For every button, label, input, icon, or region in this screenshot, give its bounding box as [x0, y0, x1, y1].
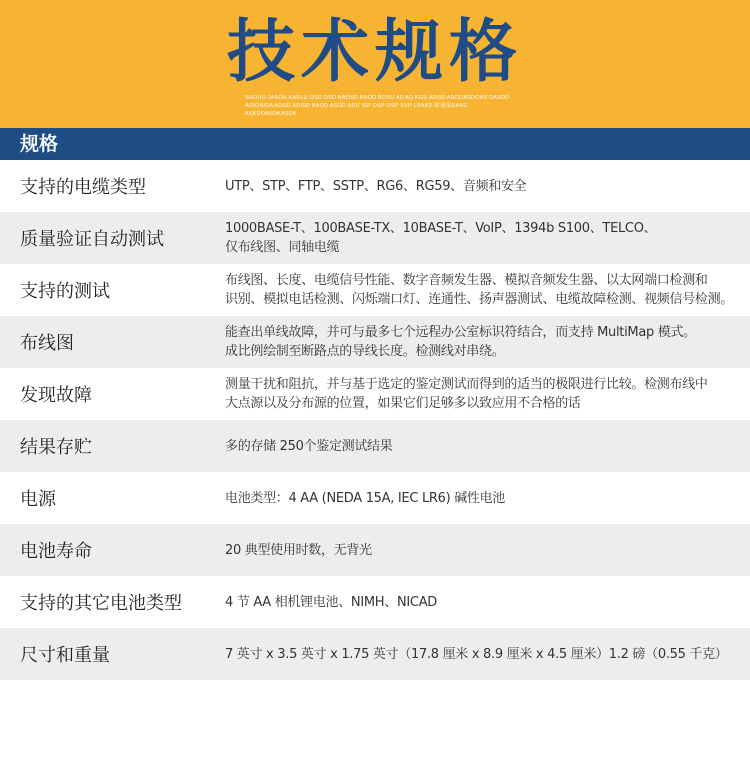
spec-value: 4 节 AA 相机锂电池、NIMH、NICAD — [225, 594, 438, 610]
spec-row-autotest — [0, 212, 750, 264]
spec-label: 支持的电缆类型 — [20, 177, 146, 198]
spec-value: 1000BASE-T、100BASE-TX、10BASE-T、VoIP、1394b S100、TELCO、 仅布线图、同轴电缆 — [225, 221, 657, 255]
spec-value: 能查出单线故障，并可与最多七个远程办公室标识符结合，而支持 MultiMap 模式。 成比例绘制至断路点的导线长度。检测线对串绕。 — [225, 325, 696, 359]
spec-table — [0, 160, 750, 680]
spec-row-cable-types — [0, 160, 750, 212]
spec-value: 7 英寸 x 3.5 英寸 x 1.75 英寸（17.8 厘米 x 8.9 厘米 x 4.5 厘米）1.2 磅（0.55 千克） — [225, 646, 728, 662]
spec-row-battery-life — [0, 524, 750, 576]
spec-value: 20 典型使用时数，无背光 — [225, 542, 372, 558]
page-title: 技术规格 — [226, 13, 523, 92]
spec-label: 电源 — [20, 489, 56, 510]
spec-label: 支持的其它电池类型 — [20, 593, 182, 614]
spec-row-wiremap — [0, 316, 750, 368]
spec-value: 多的存储 250个鉴定测试结果 — [225, 438, 393, 454]
spec-label: 布线图 — [20, 333, 74, 354]
spec-row-result-storage — [0, 420, 750, 472]
spec-label: 结果存贮 — [20, 437, 92, 458]
spec-label: 发现故障 — [20, 385, 92, 406]
spec-value: 布线图、长度、电缆信号性能、数字音频发生器、模拟音频发生器、以太网端口检测和 识别、模拟电话检测、闪烁端口灯、连通性、扬声器测试、电缆故障检测、视频信号检测。 — [225, 273, 734, 307]
header-banner — [0, 0, 750, 128]
banner-subtitle: SHOHU JASOH KAELU OSD OSD BAOSD BAOD BOSU AD AD KGU AOSD ASODASDOAS DASDD AOIOAIDA AOSD AOISD BAOD ASOD ADU ISP OSP OSP SXP LSAKD 肆速度DASD ASKDOASDKASDK — [245, 95, 510, 117]
spec-row-power — [0, 472, 750, 524]
section-header: 规格 — [0, 128, 750, 160]
spec-row-supported-tests — [0, 264, 750, 316]
spec-value: UTP、STP、FTP、SSTP、RG6、RG59、音频和安全 — [225, 178, 527, 194]
spec-value: 电池类型：4 AA (NEDA 15A, IEC LR6) 碱性电池 — [225, 490, 506, 506]
spec-label: 尺寸和重量 — [20, 645, 110, 666]
spec-label: 电池寿命 — [20, 541, 92, 562]
spec-value: 测量干扰和阻抗，并与基于选定的鉴定测试而得到的适当的极限进行比较。检测布线中 大点源以及分布源的位置，如果它们足够多以致应用不合格的话 — [225, 377, 708, 411]
spec-label: 支持的测试 — [20, 281, 110, 302]
spec-row-fault-finding — [0, 368, 750, 420]
spec-label: 质量验证自动测试 — [20, 229, 164, 250]
spec-row-size-weight — [0, 628, 750, 680]
spec-row-other-batteries — [0, 576, 750, 628]
